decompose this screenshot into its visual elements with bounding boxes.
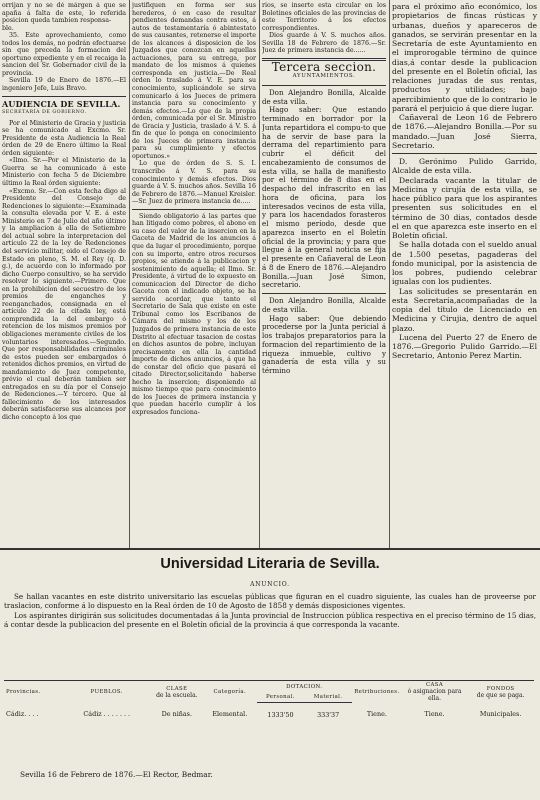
paragraph: Siendo obligatorio á las partes que han litigado como pobres, el abono en su caso del valor de la insercion en la Gaceta de Madrid de los anuncios á que da lugar el procedimiento, porque con su importe, entre otros recursos propios, se atiende á la publicacion y sostenimiento de aquella; el Ilmo. Sr. Presidente, á virtud de lo expuesto en comunicacion del Director de dicho Gaceta con el indicado objeto, se ha servido acordar, que tanto el Secretario de Sala que existe en este Tribunal como los Escribanos de Cámara del mismo y los de los Juzgados de primera instancia de este Distrito al efectuar tasacion de costas en dichos asuntos de pobre, incluyan precisamente en ella la cantidad importe de dichos anuncios, á que ha de constar del oficio que pasará el citado Director,solicitando haberse hecho la insercion; disponiendo al mismo tiempo que para conocimiento de los Jueces de primera instancia y que puedan hacerlo cumplir á los expresados funciona- <box>132 212 256 416</box>
cell-fondos: Municipales. <box>479 710 522 719</box>
vacancies-table <box>4 680 534 719</box>
column-4 <box>392 2 537 546</box>
header-retribuciones: Retribuciones. <box>352 681 402 703</box>
divider <box>392 153 537 154</box>
paragraph: Cañaveral de Leon 16 de Febrero de 1876.—Alejandro Bonilla.—Por su mandado.—Juan José Sierra, Secretario. <box>392 113 537 150</box>
header-casa: CASA ó asignacion para ella. <box>402 681 467 703</box>
paragraph: D. Gerónimo Pulido Garrido, Alcalde de esta villa. <box>392 157 537 176</box>
cell-categoria: Elemental. <box>212 710 248 719</box>
header-categoria: Categoría. <box>203 681 257 703</box>
paragraph: Lo que de órden de S. S. I. transcribo á V. S. para su conocimiento y demás efectos. Dios guarde á V. S. muchos años. Sevilla 16 de Febrero de 1876.—Manuel Kreisler.—Sr. Juez de primera instancia de..... <box>132 160 256 206</box>
paragraph: justifiquen en forma ser sus herederos, ó en caso de resultar pendientes demandas contra estos, á autos de testamentaría ó abintestato de sus causantes, retenerse el importe de los alcances á disposicion de los Juzgados que conozcan en aquellas actuaciones, para su entrega, por mandato de los mismos á quienes corresponda en justicia.—De Real órden lo traslado á V. E. para su conocimiento, suplicándole se sirva comunicarlo á los Jueces de primera instancia para su conocimiento y demás efectos.—Lo que de la propia órden, comunicada por el Sr. Ministro de Gracia y Justicia, traslado á V. S. á fin de que lo ponga en conocimiento de los Jueces de primera instancia para su cumplimiento y efectos oportunos.» <box>132 2 256 160</box>
paragraph: Las solicitudes se presentarán en esta Secretaría,acompañadas de la copia del título de Licenciado en Medicina y Cirujia, dentro de aquel plazo. <box>392 286 537 333</box>
paragraph: Se hallan vacantes en este distrito universitario las escuelas públicas que figuran en el cuadro siguiente, las cuales han de proveerse por traslacion, conforme á lo dispuesto en la Real órden de 10 de Agosto de 1858 y demás disposiciones vigentes. <box>4 592 536 611</box>
header-provincias: Provincias. <box>4 681 63 703</box>
paragraph: Hago saber: Que estando terminado en borrador por la Junta repartidora el compu-to que ha de servir de base para la derrama del repartimiento para cubrir el déficit del encabezamiento de consumos de esta villa, se halla de manifiesto por el término de 8 dias en el despacho del infrascrito en las hora de oficina, para los interesados vecinos de esta villa, y para los hacendados forasteros el mismo período, desde que aparezca inserto en el Boletín oficial de la provincia; y para que llegue á la general noticia se fija el presente en Cañaveral de Leon á 8 de Enero de 1876.—Alejandro Bonilla.—Juan José Simon, secretario. <box>262 105 386 290</box>
paragraph: Se halla dotada con el sueldo anual de 1.500 pesetas, pagaderas del fondo municipal, por la asistencia de los pobres, pudiendo celebrar igualas con los pudientes. <box>392 240 537 287</box>
header-material: Material. <box>304 691 352 702</box>
column-divider <box>259 0 260 548</box>
header-clase: CLASE de la escuela. <box>151 681 203 703</box>
divider <box>262 293 386 294</box>
column-1 <box>2 2 126 546</box>
paragraph: Don Alejandro Bonilla, Alcalde de esta villa. <box>262 87 386 106</box>
table-row <box>4 702 534 719</box>
paragraph: Dios guarde á V. S. muchos años. Sevilla 18 de Febrero de 1876.—Sr. Juez de primera instancia de...... <box>262 32 386 55</box>
cell-provincia: Cádiz. . . . <box>6 710 39 719</box>
cell-clase: De niñas. <box>161 710 192 719</box>
paragraph: para el próximo año económico, los propietarios de fincas rústicas y urbanas, dueños y apareceros de ganados, se servirán presentar en la Secretaría de este Ayuntamiento en el improrogable término de quince dias,á contar desde la publicacion del presente en el Boletín oficial, las relaciones juradas de sus rentas, productos y utilidades; bajo apercibimiento que de lo contrario le parará el perjuicio á que diere lugar. <box>392 2 537 113</box>
paragraph: «Excmo. Sr.—Con esta fecha digo al Presidente del Consejo de Redenciones lo siguiente:—Examinada la consulta elevada por V. E. á este Ministerio en 7 de Julio del año último y la ampliacion á ella de Setiembre del actual sobre la interpretacion del artículo 22 de la ley de Redenciones del servicio militar, oido el Consejo de Estado en pleno, S. M. el Rey (q. D. g.), de acuerdo con lo informado por dicho Cuerpo consultivo, se ha servido resolver lo siguiente.—Primero. Que en la prohibicion del secuestro de los premios de enganches y reenganchados, consignada en el artículo 22 de la citada ley, está comprendida la del embargo ó retencion de los mismos premios por obligaciones meramente civiles de los voluntarios interesados.—Segundo. Que por responsabilidades criminales de estos pueden ser embargados ó retenidos dichos premios, en virtud de mandamiento de Juez competente, prévio el cual deberán tambien ser entregados en su día por el Consejo de Redenciones.—Y tercero. Que al fallecimiento de los interesados deberán satisfacerse sus alcances por dicho concepto á los que <box>2 187 126 421</box>
cell-material: 333'37 <box>317 710 340 719</box>
paragraph: Por el Ministerio de Gracia y justicia se ha comunicado al Excmo. Sr. Presidente de esta Audiencia la Real órden de 29 de Enero último la Real órden siguiente: <box>2 119 126 157</box>
cell-personal: 1333'50 <box>267 710 294 719</box>
paragraph: ble. <box>2 24 14 32</box>
divider <box>132 209 256 210</box>
paragraph: Declarada vacante la titular de Medicina y cirujía de esta villa, se hace público para que los aspirantes presenten sus solicitudes en el término de 30 dias, contados desde el en que aparezca este inserto en el Boletín oficial. <box>392 175 537 240</box>
paragraph: Hago saber: Que debiendo procederse por la Junta pericial á los trabajos preparatorios para la formacion del repartimiento de la riqueza inmueble, cultivo y ganadería de esta villa y su término <box>262 313 386 376</box>
section-header: AUDIENCIA DE SEVILLA. <box>2 98 121 109</box>
column-3 <box>262 2 386 546</box>
column-divider <box>129 0 130 548</box>
section-subheader: SECRETARÍA DE GOBIERNO. <box>2 110 87 116</box>
header-dotacion: DOTACION. <box>257 681 352 692</box>
divider <box>2 96 126 97</box>
paragraph: Los aspirantes dirigirán sus solicitudes documentadas á la Junta provincial de Instruccion pública respectiva en el preciso término de 15 dias, á contar desde la publicacion del presente en el Boletín oficial de la provincia á que corresponda la vacante. <box>4 610 536 630</box>
header-pueblos: PUEBLOS. <box>63 681 151 703</box>
paragraph: Sevilla 19 de Enero de 1876.—El ingeniero Jefe, Luis Bravo. <box>2 77 126 93</box>
section-subheader: AYUNTAMIENTOS. <box>292 73 356 80</box>
divider <box>262 85 386 86</box>
section-title: Tercera seccion. <box>271 59 377 74</box>
paragraph: «Ilmo. Sr.—Por el Ministerio de la Guerra se ha comunicado á este Ministerio con fecha 5 de Diciembre último la Real órden siguiente: <box>2 157 126 188</box>
announcement-body <box>4 592 536 630</box>
university-title: Universidad Literaria de Sevilla. <box>160 556 380 572</box>
column-divider <box>389 0 390 548</box>
cell-pueblo: Cádiz . . . . . . . <box>83 710 131 719</box>
paragraph: Lucena del Puerto 27 de Enero de 1876.—Gregorio Pulido Garrido.—El Secretario, Antonio Perez Martin. <box>392 332 537 361</box>
cell-casa: Tiene. <box>424 710 445 719</box>
announcement-label: ANUNCIO. <box>250 581 290 588</box>
paragraph: 35. Este aprovechamiento, como todos los demás, no podrán efectuarse sin que preceda la formacion del oportuno expediente y en el recaiga la sancion del Sr. Gobernador civil de la provincia. <box>2 32 126 77</box>
table-header-row <box>4 681 534 692</box>
section-rule <box>0 548 540 550</box>
paragraph: rios, se inserte esta circular en los Boletines oficiales de las provincias de este Territorio á los efectos correspondientes. <box>262 2 386 32</box>
column-2 <box>132 2 256 546</box>
paragraph: Don Alejandro Bonilla, Alcalde de esta villa. <box>262 296 386 314</box>
header-personal: Personal. <box>257 691 305 702</box>
signature-line: Sevilla 16 de Febrero de 1876.—El Rector, Bedmar. <box>20 770 213 779</box>
cell-retribuciones: Tiene. <box>366 710 387 719</box>
header-fondos: FONDOS de que se paga. <box>467 681 534 703</box>
paragraph: orrijan y no se dé márgen á que se apaña á falta de este, lo referida posicion queda tambien responsa- <box>2 2 126 25</box>
